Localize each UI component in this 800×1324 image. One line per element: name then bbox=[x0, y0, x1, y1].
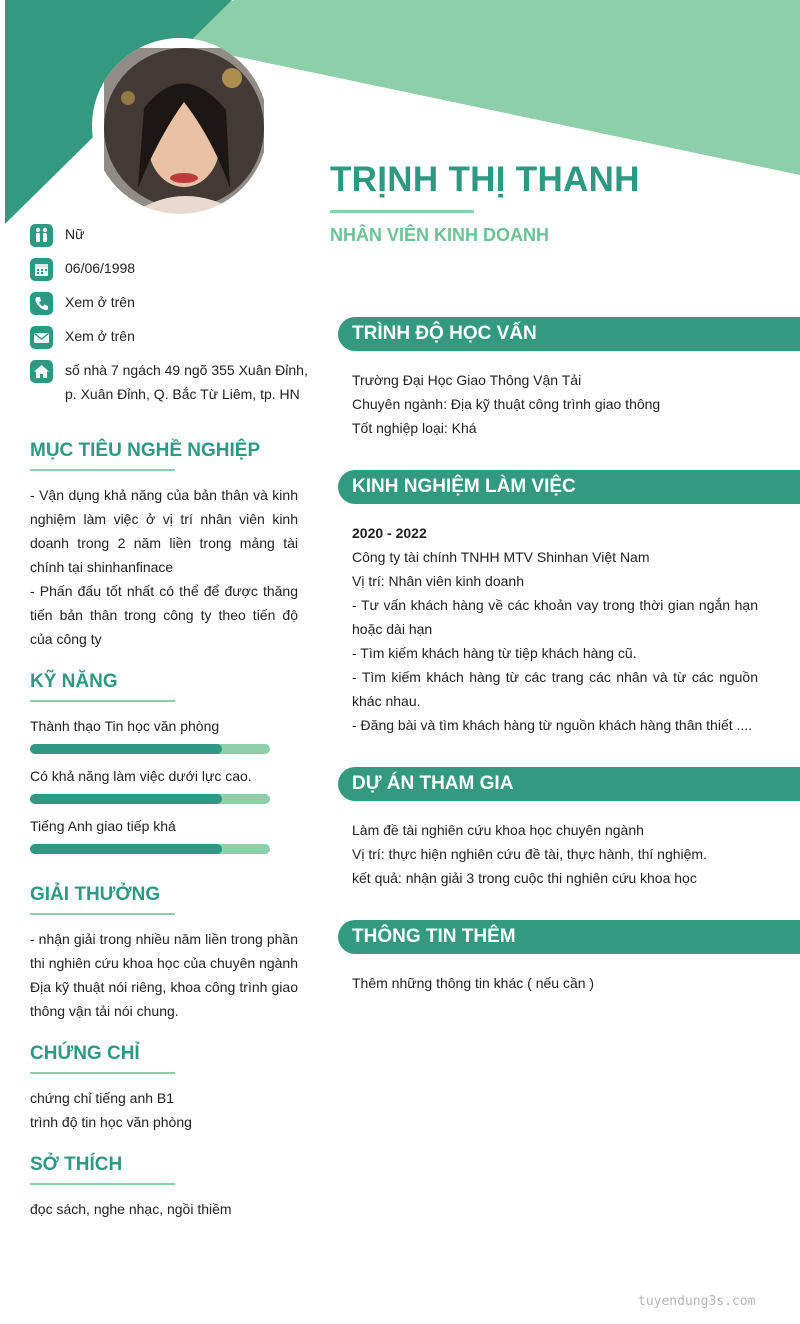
skill-item bbox=[30, 766, 298, 804]
objective-paragraph: - Vận dụng khả năng của bản thân và kinh nghiệm làm việc ở vị trí nhân viên kinh doanh trong 2 năm liền trong mảng tài chính tại shinhanfinace bbox=[30, 487, 298, 575]
objective-paragraph: - Phấn đấu tốt nhất có thể để được thăng tiến bản thân trong công ty theo tiến độ của công ty bbox=[30, 583, 298, 647]
skills-section bbox=[30, 671, 298, 866]
skill-label: Thành thạo Tin học văn phòng bbox=[30, 718, 220, 734]
skill-bar bbox=[30, 744, 270, 754]
extra-text: Thêm những thông tin khác ( nếu cần ) bbox=[352, 975, 595, 991]
gender-icon bbox=[30, 224, 53, 247]
education-body bbox=[352, 368, 758, 440]
watermark: tuyendung3s.com bbox=[638, 1294, 756, 1309]
experience-body bbox=[352, 521, 758, 737]
skill-label: Có khả năng làm việc dưới lực cao. bbox=[30, 768, 252, 784]
projects-body bbox=[352, 818, 758, 890]
home-icon bbox=[30, 360, 53, 383]
experience-period: 2020 - 2022 bbox=[352, 525, 427, 541]
awards-divider bbox=[30, 913, 175, 915]
contact-gender bbox=[30, 222, 310, 246]
skills-divider bbox=[30, 700, 175, 702]
experience-position: Vị trí: Nhân viên kinh doanh bbox=[352, 573, 524, 589]
objective-section bbox=[30, 440, 298, 651]
experience-duty: - Đăng bài và tìm khách hàng từ nguồn khách hàng thân thiết .... bbox=[352, 717, 753, 733]
skill-label: Tiếng Anh giao tiếp khá bbox=[30, 818, 176, 834]
education-header bbox=[338, 317, 800, 351]
awards-text: - nhận giải trong nhiều năm liền trong phần thi nghiên cứu khoa học của chuyên ngành Địa kỹ thuật nói riêng, khoa công trình giao thông vận tải nói chung. bbox=[30, 931, 298, 1019]
candidate-name: TRỊNH THỊ THANH bbox=[330, 160, 640, 199]
phone-icon bbox=[30, 292, 53, 315]
phone-text: Xem ở trên bbox=[65, 294, 135, 310]
education-line: Trường Đại Học Giao Thông Vận Tải bbox=[352, 372, 582, 388]
skill-bar-fill bbox=[30, 744, 222, 754]
projects-header bbox=[338, 767, 800, 801]
education-line: Tốt nghiệp loại: Khá bbox=[352, 420, 477, 436]
experience-title: KINH NGHIỆM LÀM VIỆC bbox=[352, 476, 576, 497]
contact-email bbox=[30, 324, 310, 348]
education-line: Chuyên ngành: Địa kỹ thuật công trình giao thông bbox=[352, 396, 661, 412]
certificate-item: trình độ tin học văn phòng bbox=[30, 1114, 192, 1130]
project-line: Vị trí: thực hiện nghiên cứu đề tài, thực hành, thí nghiệm. bbox=[352, 846, 707, 862]
contact-list bbox=[30, 222, 310, 416]
certificates-title: CHỨNG CHỈ bbox=[30, 1043, 140, 1064]
objective-divider bbox=[30, 469, 175, 471]
skill-item bbox=[30, 816, 298, 854]
contact-birthday bbox=[30, 256, 310, 280]
hobbies-divider bbox=[30, 1183, 175, 1185]
skill-bar bbox=[30, 794, 270, 804]
project-line: kết quả: nhận giải 3 trong cuộc thi nghiên cứu khoa học bbox=[352, 870, 697, 886]
skill-bar bbox=[30, 844, 270, 854]
calendar-icon bbox=[30, 258, 53, 281]
awards-section bbox=[30, 884, 298, 1023]
email-icon bbox=[30, 326, 53, 349]
extra-title: THÔNG TIN THÊM bbox=[352, 926, 516, 947]
hobbies-text: đọc sách, nghe nhạc, ngồi thiềm bbox=[30, 1201, 232, 1217]
gender-text: Nữ bbox=[65, 226, 85, 242]
avatar bbox=[92, 38, 268, 214]
hobbies-section bbox=[30, 1154, 298, 1221]
skills-title: KỸ NĂNG bbox=[30, 671, 118, 692]
email-text: Xem ở trên bbox=[65, 328, 135, 344]
name-divider bbox=[330, 210, 474, 213]
experience-company: Công ty tài chính TNHH MTV Shinhan Việt Nam bbox=[352, 549, 650, 565]
experience-duty: - Tư vấn khách hàng về các khoản vay trong thời gian ngắn hạn hoặc dài hạn bbox=[352, 597, 758, 637]
skill-item bbox=[30, 716, 298, 754]
address-text: số nhà 7 ngách 49 ngõ 355 Xuân Đỉnh, p. Xuân Đỉnh, Q. Bắc Từ Liêm, tp. HN bbox=[65, 362, 308, 402]
projects-title: DỰ ÁN THAM GIA bbox=[352, 773, 514, 794]
experience-duty: - Tìm kiếm khách hàng từ các trang các nhân và từ các nguồn khác nhau. bbox=[352, 669, 758, 709]
experience-header bbox=[338, 470, 800, 504]
birthday-text: 06/06/1998 bbox=[65, 260, 136, 276]
awards-title: GIẢI THƯỞNG bbox=[30, 884, 161, 905]
education-title: TRÌNH ĐỘ HỌC VẤN bbox=[352, 323, 537, 344]
skill-bar-fill bbox=[30, 844, 222, 854]
objective-title: MỤC TIÊU NGHỀ NGHIỆP bbox=[30, 440, 261, 461]
contact-phone bbox=[30, 290, 310, 314]
skill-bar-fill bbox=[30, 794, 222, 804]
certificates-section bbox=[30, 1043, 298, 1134]
project-line: Làm đề tài nghiên cứu khoa học chuyên ngành bbox=[352, 822, 644, 838]
job-title: NHÂN VIÊN KINH DOANH bbox=[330, 225, 550, 245]
certificates-divider bbox=[30, 1072, 175, 1074]
certificate-item: chứng chỉ tiếng anh B1 bbox=[30, 1090, 175, 1106]
hobbies-title: SỞ THÍCH bbox=[30, 1154, 123, 1175]
contact-address bbox=[30, 358, 310, 406]
experience-duty: - Tìm kiếm khách hàng từ tiệp khách hàng cũ. bbox=[352, 645, 637, 661]
extra-body bbox=[352, 971, 758, 995]
extra-header bbox=[338, 920, 800, 954]
